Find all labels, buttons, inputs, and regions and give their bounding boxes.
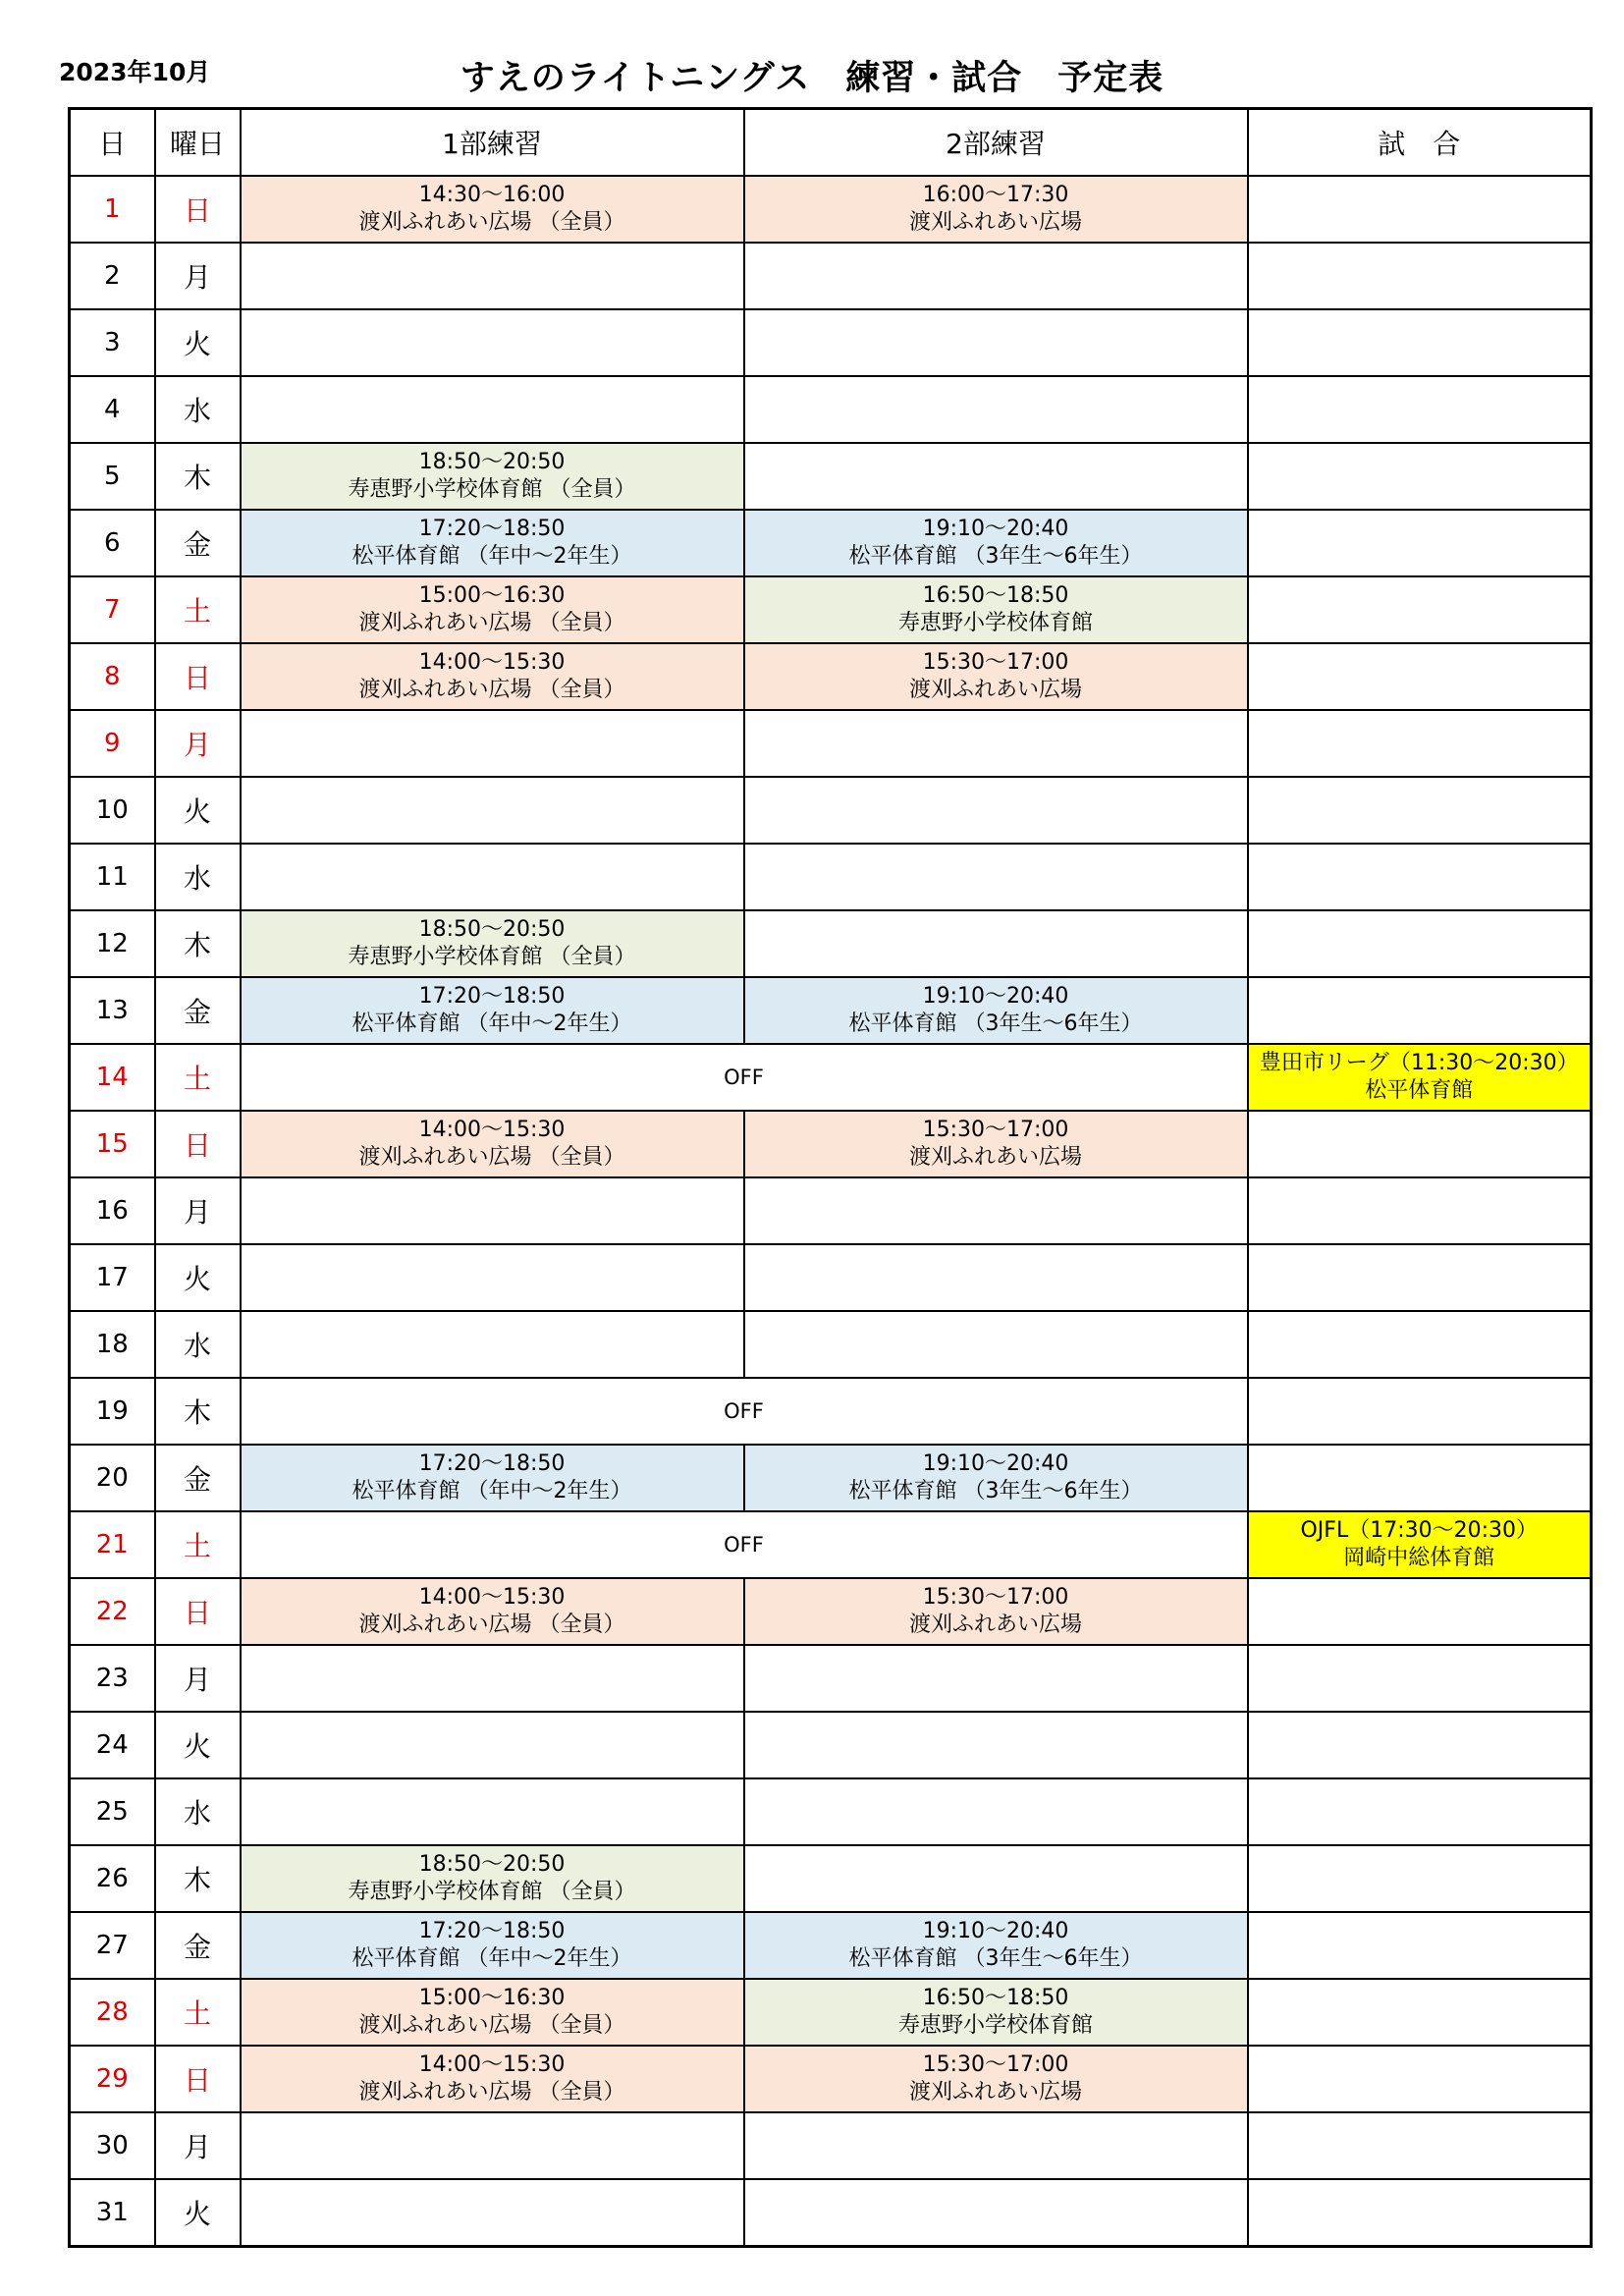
weekday-cell: 木 [155, 910, 241, 977]
schedule-row [70, 510, 1592, 576]
day-cell: 29 [70, 2046, 155, 2112]
practice-2-cell [744, 1244, 1248, 1311]
schedule-row [70, 1111, 1592, 1177]
practice-2-cell [744, 1311, 1248, 1378]
slot-place: 渡刈ふれあい広場 [908, 1613, 1082, 1637]
day-cell: 17 [70, 1244, 155, 1311]
practice-2-cell [744, 2112, 1248, 2179]
match-venue: 松平体育館 [1365, 1078, 1474, 1103]
practice-2-cell [744, 977, 1248, 1044]
day-cell: 11 [70, 844, 155, 910]
weekday-cell: 月 [155, 710, 241, 777]
day-cell: 6 [70, 510, 155, 576]
slot-place: 渡刈ふれあい広場 （全員） [358, 611, 625, 635]
day-cell: 23 [70, 1645, 155, 1712]
practice-2-cell [744, 510, 1248, 576]
schedule-row [70, 777, 1592, 844]
match-cell [1248, 1778, 1592, 1845]
column-header-practice-2: 2部練習 [744, 109, 1248, 177]
column-header-weekday: 曜日 [155, 109, 241, 177]
practice-2-cell [744, 1845, 1248, 1912]
schedule-row [70, 1845, 1592, 1912]
day-cell: 7 [70, 576, 155, 643]
practice-1-cell [241, 844, 744, 910]
weekday-cell: 木 [155, 1378, 241, 1445]
slot-time: 14:00〜15:30 [418, 1585, 566, 1610]
slot-time: 15:30〜17:00 [922, 650, 1069, 675]
slot-time: 19:10〜20:40 [922, 1919, 1069, 1943]
slot-place: 寿恵野小学校体育館 [897, 2013, 1093, 2038]
schedule-row [70, 1979, 1592, 2046]
schedule-row [70, 176, 1592, 243]
schedule-row [70, 2046, 1592, 2112]
schedule-row [70, 309, 1592, 376]
slot-place: 寿恵野小学校体育館 （全員） [348, 945, 636, 969]
match-cell [1248, 1044, 1592, 1111]
match-cell [1248, 844, 1592, 910]
slot-place: 渡刈ふれあい広場 [908, 1145, 1082, 1170]
slot-time: 17:20〜18:50 [418, 984, 566, 1009]
slot-place: 渡刈ふれあい広場 （全員） [358, 2013, 625, 2038]
weekday-cell: 日 [155, 2046, 241, 2112]
schedule-row [70, 376, 1592, 443]
slot-place: 松平体育館 （3年生〜6年生） [848, 1011, 1143, 1036]
practice-1-cell [241, 2112, 744, 2179]
schedule-row [70, 710, 1592, 777]
schedule-row [70, 1445, 1592, 1511]
weekday-cell: 火 [155, 777, 241, 844]
practice-1-cell [241, 1311, 744, 1378]
practice-1-cell [241, 443, 744, 510]
weekday-cell: 水 [155, 844, 241, 910]
day-cell: 13 [70, 977, 155, 1044]
weekday-cell: 火 [155, 1712, 241, 1778]
practice-1-cell [241, 1645, 744, 1712]
match-cell [1248, 910, 1592, 977]
match-cell [1248, 2112, 1592, 2179]
slot-time: 15:30〜17:00 [922, 1118, 1069, 1142]
match-cell [1248, 777, 1592, 844]
match-venue: 岡崎中総体育館 [1343, 1546, 1495, 1570]
slot-time: 15:00〜16:30 [418, 1986, 566, 2010]
match-cell [1248, 443, 1592, 510]
day-cell: 25 [70, 1778, 155, 1845]
match-cell [1248, 1912, 1592, 1979]
day-cell: 10 [70, 777, 155, 844]
match-cell [1248, 1845, 1592, 1912]
day-cell: 12 [70, 910, 155, 977]
slot-place: 寿恵野小学校体育館 [897, 611, 1093, 635]
slot-time: 19:10〜20:40 [922, 1451, 1069, 1476]
practice-1-cell [241, 510, 744, 576]
schedule-row [70, 643, 1592, 710]
practice-1-cell [241, 1712, 744, 1778]
day-cell: 8 [70, 643, 155, 710]
schedule-row [70, 1177, 1592, 1244]
practice-2-cell [744, 1778, 1248, 1845]
weekday-cell: 土 [155, 1044, 241, 1111]
day-cell: 3 [70, 309, 155, 376]
weekday-cell: 火 [155, 1244, 241, 1311]
schedule-row [70, 977, 1592, 1044]
schedule-row [70, 576, 1592, 643]
off-cell: OFF [241, 1511, 1248, 1578]
schedule-row [70, 1378, 1592, 1445]
slot-time: 14:00〜15:30 [418, 2052, 566, 2077]
slot-time: 16:50〜18:50 [922, 583, 1069, 608]
match-cell [1248, 1578, 1592, 1645]
schedule-row [70, 1511, 1592, 1578]
practice-1-cell [241, 710, 744, 777]
practice-1-cell [241, 1578, 744, 1645]
day-cell: 15 [70, 1111, 155, 1177]
weekday-cell: 金 [155, 1445, 241, 1511]
weekday-cell: 土 [155, 576, 241, 643]
slot-place: 渡刈ふれあい広場 （全員） [358, 2080, 625, 2105]
weekday-cell: 水 [155, 376, 241, 443]
practice-1-cell [241, 2046, 744, 2112]
slot-time: 18:50〜20:50 [418, 917, 566, 942]
practice-2-cell [744, 710, 1248, 777]
day-cell: 21 [70, 1511, 155, 1578]
match-cell [1248, 1378, 1592, 1445]
slot-time: 18:50〜20:50 [418, 450, 566, 474]
match-cell [1248, 1244, 1592, 1311]
weekday-cell: 木 [155, 443, 241, 510]
practice-2-cell [744, 1912, 1248, 1979]
practice-2-cell [744, 1111, 1248, 1177]
column-header-practice-1: 1部練習 [241, 109, 744, 177]
slot-time: 17:20〜18:50 [418, 1919, 566, 1943]
weekday-cell: 土 [155, 1979, 241, 2046]
schedule-body [70, 176, 1592, 2247]
match-cell [1248, 243, 1592, 309]
schedule-row [70, 2112, 1592, 2179]
practice-1-cell [241, 1177, 744, 1244]
schedule-row [70, 1912, 1592, 1979]
slot-time: 19:10〜20:40 [922, 517, 1069, 541]
match-cell [1248, 1511, 1592, 1578]
slot-place: 松平体育館 （年中〜2年生） [352, 544, 632, 569]
match-cell [1248, 1111, 1592, 1177]
slot-place: 松平体育館 （年中〜2年生） [352, 1946, 632, 1971]
day-cell: 22 [70, 1578, 155, 1645]
practice-1-cell [241, 643, 744, 710]
weekday-cell: 月 [155, 1645, 241, 1712]
slot-place: 松平体育館 （3年生〜6年生） [848, 1479, 1143, 1503]
match-cell [1248, 376, 1592, 443]
day-cell: 27 [70, 1912, 155, 1979]
day-cell: 14 [70, 1044, 155, 1111]
practice-1-cell [241, 176, 744, 243]
practice-2-cell [744, 2046, 1248, 2112]
match-cell [1248, 643, 1592, 710]
schedule-table [68, 107, 1593, 2248]
off-cell: OFF [241, 1378, 1248, 1445]
weekday-cell: 月 [155, 243, 241, 309]
practice-2-cell [744, 309, 1248, 376]
practice-1-cell [241, 777, 744, 844]
day-cell: 5 [70, 443, 155, 510]
match-cell [1248, 1177, 1592, 1244]
practice-2-cell [744, 2179, 1248, 2247]
match-cell [1248, 1645, 1592, 1712]
match-cell [1248, 710, 1592, 777]
practice-2-cell [744, 777, 1248, 844]
slot-place: 寿恵野小学校体育館 （全員） [348, 477, 636, 502]
slot-place: 渡刈ふれあい広場 （全員） [358, 678, 625, 702]
practice-2-cell [744, 844, 1248, 910]
match-cell [1248, 1979, 1592, 2046]
schedule-row [70, 1578, 1592, 1645]
schedule-row [70, 844, 1592, 910]
schedule-row [70, 1311, 1592, 1378]
day-cell: 1 [70, 176, 155, 243]
match-cell [1248, 1311, 1592, 1378]
schedule-row [70, 243, 1592, 309]
schedule-row [70, 910, 1592, 977]
practice-1-cell [241, 977, 744, 1044]
day-cell: 2 [70, 243, 155, 309]
weekday-cell: 日 [155, 176, 241, 243]
slot-time: 14:30〜16:00 [418, 183, 566, 207]
practice-1-cell [241, 376, 744, 443]
practice-2-cell [744, 910, 1248, 977]
match-name: OJFL（17:30〜20:30） [1300, 1518, 1539, 1543]
weekday-cell: 日 [155, 643, 241, 710]
slot-place: 渡刈ふれあい広場 [908, 210, 1082, 235]
day-cell: 16 [70, 1177, 155, 1244]
slot-time: 14:00〜15:30 [418, 650, 566, 675]
weekday-cell: 木 [155, 1845, 241, 1912]
column-header-day: 日 [70, 109, 155, 177]
practice-1-cell [241, 1912, 744, 1979]
practice-2-cell [744, 1177, 1248, 1244]
weekday-cell: 土 [155, 1511, 241, 1578]
practice-2-cell [744, 1645, 1248, 1712]
schedule-row [70, 1044, 1592, 1111]
weekday-cell: 月 [155, 2112, 241, 2179]
day-cell: 28 [70, 1979, 155, 2046]
practice-1-cell [241, 1778, 744, 1845]
slot-place: 松平体育館 （3年生〜6年生） [848, 544, 1143, 569]
header-row [70, 109, 1592, 177]
day-cell: 4 [70, 376, 155, 443]
practice-1-cell [241, 1845, 744, 1912]
practice-2-cell [744, 376, 1248, 443]
practice-2-cell [744, 1712, 1248, 1778]
schedule-row [70, 1778, 1592, 1845]
slot-time: 16:50〜18:50 [922, 1986, 1069, 2010]
weekday-cell: 火 [155, 2179, 241, 2247]
slot-place: 渡刈ふれあい広場 [908, 678, 1082, 702]
day-cell: 31 [70, 2179, 155, 2247]
weekday-cell: 金 [155, 977, 241, 1044]
month-label: 2023年10月 [59, 58, 211, 86]
off-cell: OFF [241, 1044, 1248, 1111]
slot-time: 17:20〜18:50 [418, 1451, 566, 1476]
slot-time: 15:30〜17:00 [922, 1585, 1069, 1610]
practice-2-cell [744, 1445, 1248, 1511]
match-cell [1248, 576, 1592, 643]
schedule-row [70, 1645, 1592, 1712]
slot-time: 16:00〜17:30 [922, 183, 1069, 207]
practice-1-cell [241, 2179, 744, 2247]
match-cell [1248, 510, 1592, 576]
match-cell [1248, 176, 1592, 243]
practice-1-cell [241, 243, 744, 309]
practice-1-cell [241, 1979, 744, 2046]
day-cell: 26 [70, 1845, 155, 1912]
practice-2-cell [744, 1578, 1248, 1645]
day-cell: 24 [70, 1712, 155, 1778]
practice-2-cell [744, 576, 1248, 643]
match-cell [1248, 1445, 1592, 1511]
slot-place: 渡刈ふれあい広場 （全員） [358, 1613, 625, 1637]
column-header-match: 試 合 [1248, 109, 1592, 177]
schedule-row [70, 443, 1592, 510]
slot-time: 19:10〜20:40 [922, 984, 1069, 1009]
slot-place: 松平体育館 （年中〜2年生） [352, 1479, 632, 1503]
weekday-cell: 日 [155, 1578, 241, 1645]
slot-time: 14:00〜15:30 [418, 1118, 566, 1142]
practice-2-cell [744, 176, 1248, 243]
practice-1-cell [241, 1445, 744, 1511]
practice-2-cell [744, 243, 1248, 309]
match-cell [1248, 309, 1592, 376]
day-cell: 30 [70, 2112, 155, 2179]
day-cell: 18 [70, 1311, 155, 1378]
day-cell: 9 [70, 710, 155, 777]
practice-2-cell [744, 1979, 1248, 2046]
slot-place: 渡刈ふれあい広場 （全員） [358, 1145, 625, 1170]
slot-place: 寿恵野小学校体育館 （全員） [348, 1880, 636, 1904]
slot-time: 18:50〜20:50 [418, 1852, 566, 1877]
match-name: 豊田市リーグ（11:30〜20:30） [1259, 1051, 1579, 1075]
day-cell: 19 [70, 1378, 155, 1445]
weekday-cell: 金 [155, 510, 241, 576]
page-title: すえのライトニングス 練習・試合 予定表 [460, 59, 1164, 98]
weekday-cell: 水 [155, 1311, 241, 1378]
weekday-cell: 金 [155, 1912, 241, 1979]
practice-1-cell [241, 1111, 744, 1177]
schedule-row [70, 1244, 1592, 1311]
weekday-cell: 水 [155, 1778, 241, 1845]
match-cell [1248, 2046, 1592, 2112]
schedule-row [70, 2179, 1592, 2247]
slot-place: 松平体育館 （3年生〜6年生） [848, 1946, 1143, 1971]
match-cell [1248, 977, 1592, 1044]
weekday-cell: 日 [155, 1111, 241, 1177]
weekday-cell: 月 [155, 1177, 241, 1244]
slot-place: 松平体育館 （年中〜2年生） [352, 1011, 632, 1036]
match-cell [1248, 1712, 1592, 1778]
weekday-cell: 火 [155, 309, 241, 376]
practice-2-cell [744, 443, 1248, 510]
practice-1-cell [241, 1244, 744, 1311]
slot-place: 渡刈ふれあい広場 （全員） [358, 210, 625, 235]
match-cell [1248, 2179, 1592, 2247]
slot-time: 17:20〜18:50 [418, 517, 566, 541]
practice-2-cell [744, 643, 1248, 710]
practice-1-cell [241, 910, 744, 977]
slot-place: 渡刈ふれあい広場 [908, 2080, 1082, 2105]
slot-time: 15:00〜16:30 [418, 583, 566, 608]
practice-1-cell [241, 576, 744, 643]
slot-time: 15:30〜17:00 [922, 2052, 1069, 2077]
day-cell: 20 [70, 1445, 155, 1511]
practice-1-cell [241, 309, 744, 376]
schedule-row [70, 1712, 1592, 1778]
